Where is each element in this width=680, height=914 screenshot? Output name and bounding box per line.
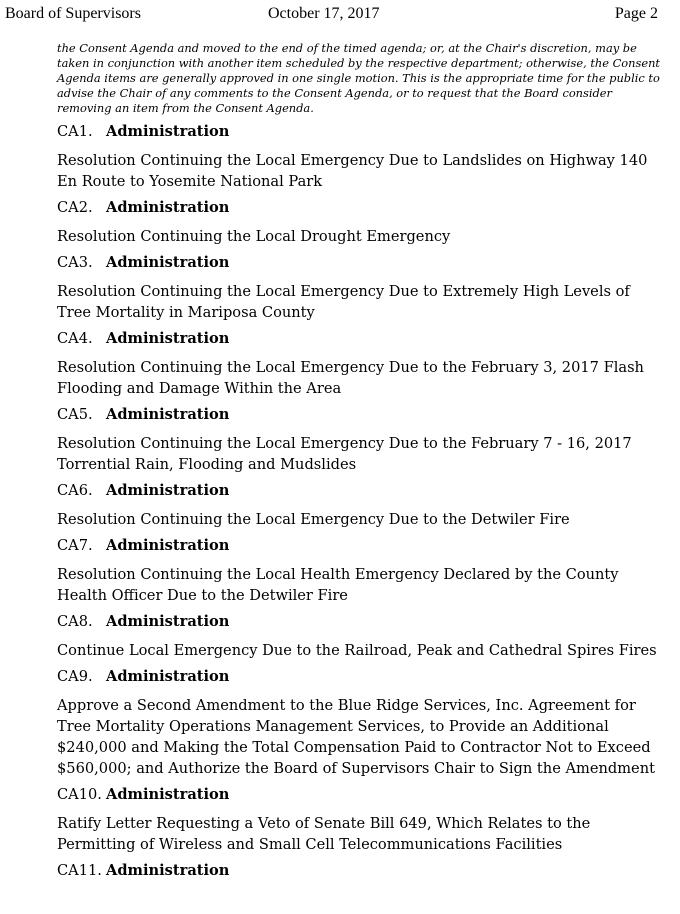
agenda-item-description: Approve a Second Amendment to the Blue Ridge Services, Inc. Agreement for Tree Mortality Operations Management Services, to Provide an Additional $240,000 and Making the Total Compensation Paid to Contractor Not to Exceed $560,000; and Authorize the Board of Supervisors Chair to Sign the Amendment (57, 697, 655, 778)
agenda-item-description: Resolution Continuing the Local Emergency Due to the February 7 - 16, 2017 Torrential Rain, Flooding and Mudslides (57, 435, 632, 474)
agenda-item-department: Administration (106, 123, 230, 141)
agenda-item-department: Administration (106, 537, 230, 555)
agenda-item-description: Resolution Continuing the Local Emergency Due to Extremely High Levels of Tree Mortality in Mariposa County (57, 283, 630, 322)
agenda-item-ca11 (57, 861, 662, 881)
agenda-item-heading (57, 329, 662, 349)
agenda-item-heading (57, 253, 662, 273)
agenda-item-number: CA1. (57, 123, 93, 141)
agenda-item-ca6 (57, 481, 662, 530)
agenda-item-ca5 (57, 405, 662, 475)
agenda-item-heading (57, 861, 662, 881)
agenda-item-number: CA8. (57, 613, 93, 631)
agenda-item-ca7 (57, 536, 662, 606)
agenda-item-number: CA3. (57, 254, 93, 272)
agenda-item-department: Administration (106, 254, 230, 272)
agenda-item-number: CA11. (57, 862, 102, 880)
header-page-number: Page 2 (614, 5, 658, 22)
agenda-item-number: CA2. (57, 199, 93, 217)
agenda-item-heading (57, 785, 662, 805)
agenda-item-heading (57, 481, 662, 501)
agenda-item-ca10 (57, 785, 662, 855)
agenda-item-description: Resolution Continuing the Local Health Emergency Declared by the County Health Officer Due to the Detwiler Fire (57, 566, 619, 605)
agenda-item-number: CA10. (57, 786, 102, 804)
agenda-item-number: CA4. (57, 330, 93, 348)
agenda-item-heading (57, 405, 662, 425)
agenda-item-department: Administration (106, 199, 230, 217)
header-date: October 17, 2017 (268, 5, 380, 22)
agenda-item-ca1 (57, 122, 662, 192)
header-board-name: Board of Supervisors (5, 5, 141, 22)
agenda-item-ca3 (57, 253, 662, 323)
agenda-item-department: Administration (106, 862, 230, 880)
agenda-item-heading (57, 667, 662, 687)
agenda-item-description: Resolution Continuing the Local Drought Emergency (57, 228, 451, 246)
agenda-item-description: Resolution Continuing the Local Emergency Due to the Detwiler Fire (57, 511, 570, 529)
agenda-item-heading (57, 198, 662, 218)
agenda-item-number: CA6. (57, 482, 93, 500)
agenda-item-ca9 (57, 667, 662, 779)
agenda-item-ca4 (57, 329, 662, 399)
agenda-content (57, 41, 662, 881)
agenda-item-description: Resolution Continuing the Local Emergency Due to the February 3, 2017 Flash Flooding and Damage Within the Area (57, 359, 644, 398)
consent-agenda-intro: the Consent Agenda and moved to the end of the timed agenda; or, at the Chair's discretion, may be taken in conjunction with another item scheduled by the respective department; otherwise, the Consent Agenda items are generally approved in one single motion. This is the appropriate time for the public to advise the Chair of any comments to the Consent Agenda, or to request that the Board consider removing an item from the Consent Agenda. (57, 41, 660, 116)
agenda-item-number: CA7. (57, 537, 93, 555)
agenda-item-heading (57, 536, 662, 556)
agenda-item-department: Administration (106, 786, 230, 804)
agenda-item-department: Administration (106, 482, 230, 500)
agenda-item-department: Administration (106, 668, 230, 686)
page-header (5, 5, 658, 25)
agenda-item-ca8 (57, 612, 662, 661)
agenda-item-department: Administration (106, 406, 230, 424)
agenda-item-number: CA5. (57, 406, 93, 424)
agenda-item-description: Resolution Continuing the Local Emergency Due to Landslides on Highway 140 En Route to Yosemite National Park (57, 152, 648, 191)
agenda-item-heading (57, 122, 662, 142)
agenda-item-description: Ratify Letter Requesting a Veto of Senate Bill 649, Which Relates to the Permitting of Wireless and Small Cell Telecommunications Facilities (57, 815, 591, 854)
agenda-item-heading (57, 612, 662, 632)
agenda-item-ca2 (57, 198, 662, 247)
agenda-item-description: Continue Local Emergency Due to the Railroad, Peak and Cathedral Spires Fires (57, 642, 657, 660)
agenda-item-number: CA9. (57, 668, 93, 686)
agenda-item-department: Administration (106, 613, 230, 631)
agenda-item-department: Administration (106, 330, 230, 348)
